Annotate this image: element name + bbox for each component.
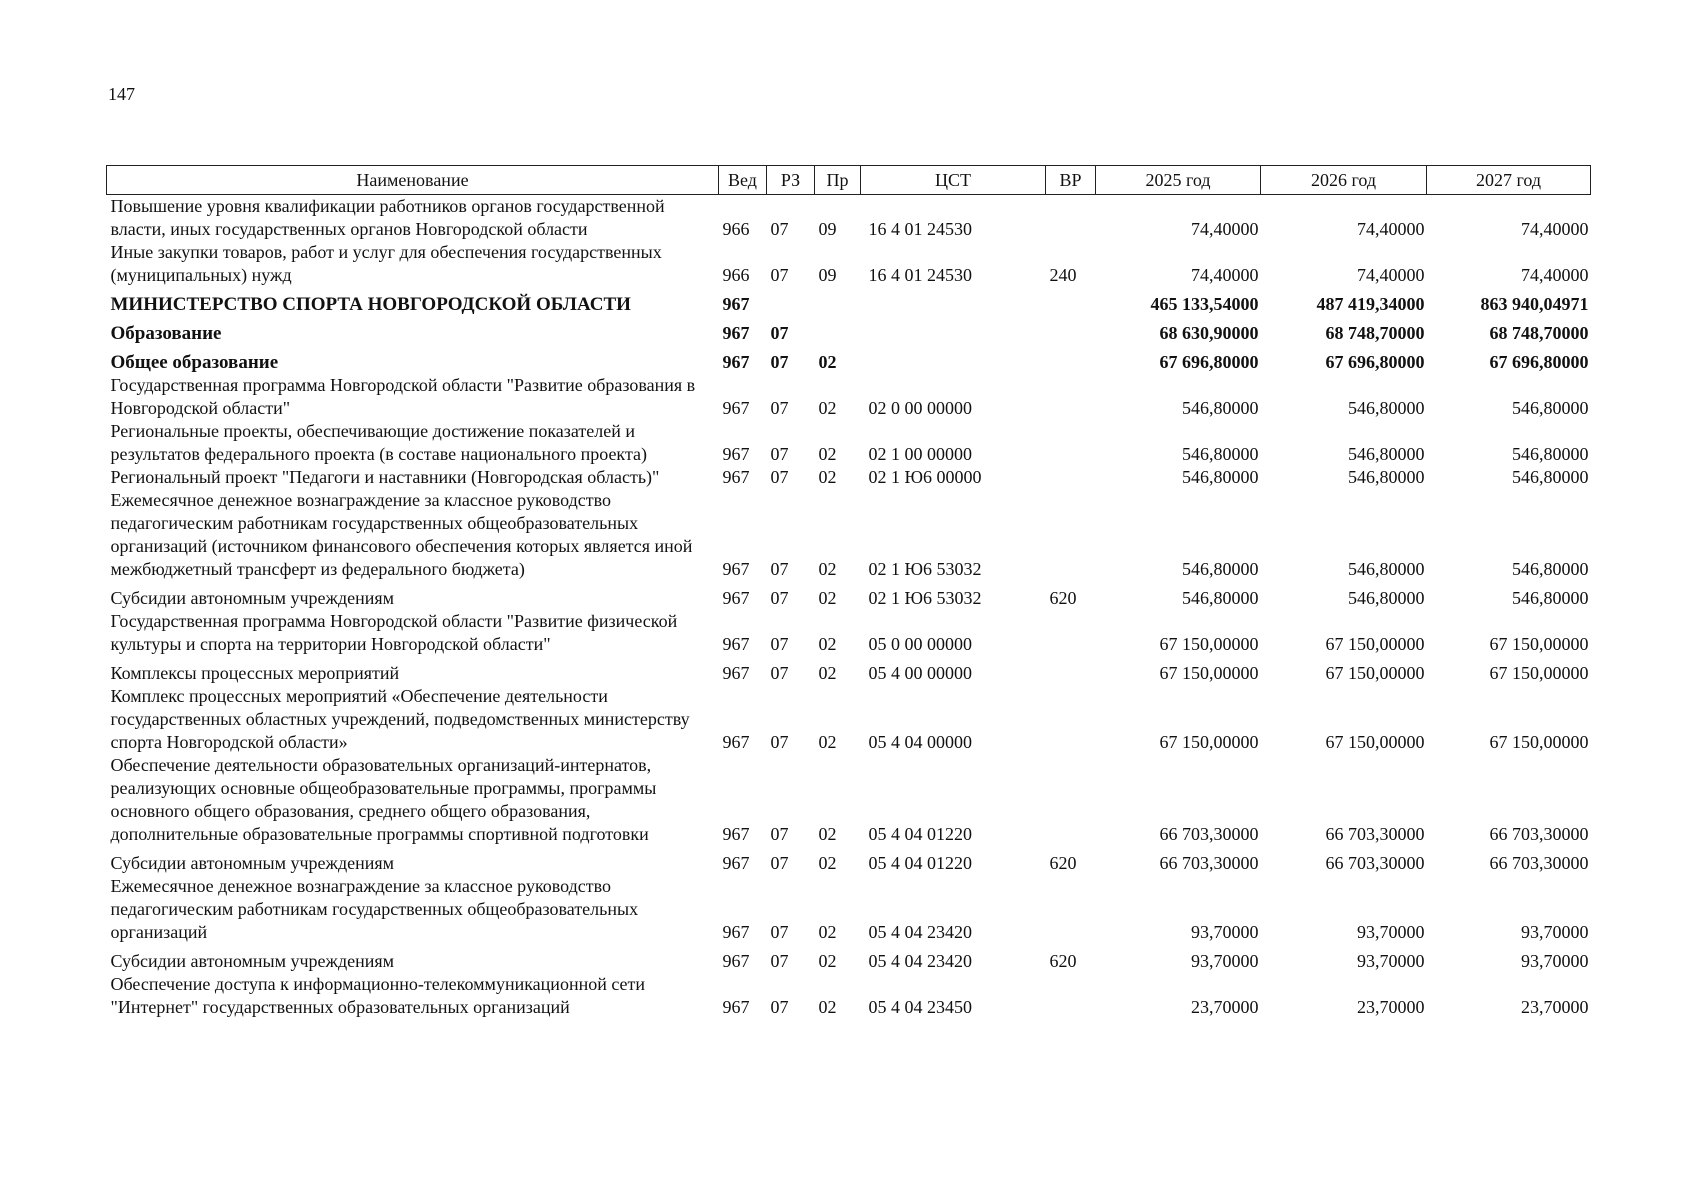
table-row [107,241,1591,287]
row-vr [1046,287,1096,316]
row-cst: 02 1 00 00000 [868,444,972,464]
row-rz: 07 [770,997,789,1017]
row-rz: 07 [770,634,789,654]
row-name: Комплексы процессных мероприятий [110,663,400,683]
row-2025: 465 133,54000 [1150,294,1259,314]
row-pr [815,316,861,345]
row-rz: 07 [770,588,789,608]
row-2025: 66 703,30000 [1159,824,1259,844]
row-2025: 67 696,80000 [1159,352,1259,372]
row-pr: 09 [818,265,837,285]
row-2027: 23,70000 [1521,997,1589,1017]
row-2026: 74,40000 [1357,219,1425,239]
row-vr [1046,420,1096,466]
row-cst: 16 4 01 24530 [868,265,972,285]
header-name: Наименование [107,166,719,195]
row-pr: 02 [818,951,837,971]
header-cst: ЦСТ [861,166,1046,195]
table-row [107,374,1591,420]
row-2025: 93,70000 [1191,922,1259,942]
row-pr [815,287,861,316]
header-2025: 2025 год [1096,166,1261,195]
row-rz: 07 [770,323,789,343]
row-rz: 07 [770,922,789,942]
row-2027: 546,80000 [1512,398,1589,418]
header-pr: Пр [815,166,861,195]
row-rz: 07 [770,559,789,579]
row-ved: 967 [722,294,750,314]
row-name: Повышение уровня квалификации работников органов государственной власти, иных государственных органов Новгородской области [110,196,665,239]
table-row [107,685,1591,754]
row-2025: 68 630,90000 [1159,323,1259,343]
row-2027: 546,80000 [1512,588,1589,608]
row-2027: 546,80000 [1512,559,1589,579]
row-2025: 546,80000 [1182,444,1259,464]
row-rz: 07 [770,219,789,239]
row-vr [1046,754,1096,846]
row-rz [767,287,815,316]
row-pr: 02 [818,997,837,1017]
row-pr: 02 [818,467,837,487]
row-name: Обеспечение деятельности образовательных организаций-интернатов, реализующих основные общеобразовательные программы, программы основного общего образования, среднего общего образования, дополнительные образовательные программы спортивной подготовки [110,755,657,844]
row-cst [861,316,1046,345]
row-name: Государственная программа Новгородской области "Развитие образования в Новгородской области" [110,375,696,418]
table-row [107,846,1591,875]
row-vr: 240 [1049,265,1077,285]
row-2025: 67 150,00000 [1159,663,1259,683]
row-ved: 967 [722,444,750,464]
row-cst: 05 4 04 23420 [868,922,972,942]
row-pr: 02 [818,732,837,752]
row-rz: 07 [770,467,789,487]
row-vr: 620 [1049,951,1077,971]
row-pr: 02 [818,588,837,608]
row-name: Субсидии автономным учреждениям [110,951,395,971]
row-pr: 02 [818,352,837,372]
row-vr [1046,374,1096,420]
header-ved: Вед [719,166,767,195]
row-2025: 546,80000 [1182,467,1259,487]
table-row [107,610,1591,656]
row-cst: 05 4 04 23450 [868,997,972,1017]
row-ved: 967 [722,559,750,579]
row-cst: 16 4 01 24530 [868,219,972,239]
table-header-row [107,166,1591,195]
row-rz: 07 [770,732,789,752]
row-2026: 67 150,00000 [1325,732,1425,752]
row-2026: 68 748,70000 [1325,323,1425,343]
row-2025: 67 150,00000 [1159,732,1259,752]
row-pr: 02 [818,824,837,844]
row-ved: 967 [722,922,750,942]
row-2025: 93,70000 [1191,951,1259,971]
row-2027: 93,70000 [1521,922,1589,942]
header-rz: РЗ [767,166,815,195]
row-2025: 74,40000 [1191,219,1259,239]
table-row [107,754,1591,846]
row-ved: 967 [722,951,750,971]
row-2027: 68 748,70000 [1489,323,1589,343]
row-2026: 67 696,80000 [1325,352,1425,372]
row-rz: 07 [770,853,789,873]
row-rz: 07 [770,444,789,464]
row-cst [861,345,1046,374]
row-ved: 967 [722,732,750,752]
row-vr [1046,466,1096,489]
row-cst: 05 4 00 00000 [868,663,972,683]
table-row [107,973,1591,1019]
table-row [107,287,1591,316]
row-rz: 07 [770,352,789,372]
row-pr: 02 [818,444,837,464]
row-2027: 67 150,00000 [1489,634,1589,654]
row-vr [1046,489,1096,581]
row-2026: 546,80000 [1348,398,1425,418]
header-2027: 2027 год [1427,166,1591,195]
row-vr [1046,316,1096,345]
row-2027: 863 940,04971 [1480,294,1589,314]
row-2026: 487 419,34000 [1316,294,1425,314]
row-2026: 67 150,00000 [1325,663,1425,683]
row-name: Государственная программа Новгородской области "Развитие физической культуры и спорта на территории Новгородской области" [110,611,678,654]
row-2026: 66 703,30000 [1325,824,1425,844]
row-vr [1046,195,1096,242]
row-2026: 66 703,30000 [1325,853,1425,873]
row-vr: 620 [1049,588,1077,608]
row-name: Комплекс процессных мероприятий «Обеспечение деятельности государственных областных учреждений, подведомственных министерству спорта Новгородской области» [110,686,690,752]
table-row [107,345,1591,374]
row-2027: 67 696,80000 [1489,352,1589,372]
row-vr [1046,875,1096,944]
row-2027: 67 150,00000 [1489,732,1589,752]
row-ved: 967 [722,467,750,487]
table-row [107,875,1591,944]
table-row [107,195,1591,242]
row-cst: 05 4 04 01220 [868,824,972,844]
row-2026: 93,70000 [1357,951,1425,971]
row-cst: 05 4 04 01220 [868,853,972,873]
row-vr [1046,345,1096,374]
row-vr [1046,656,1096,685]
row-pr: 09 [818,219,837,239]
row-rz: 07 [770,663,789,683]
row-name: Ежемесячное денежное вознаграждение за классное руководство педагогическим работникам государственных общеобразовательных организаций [110,876,639,942]
row-pr: 02 [818,853,837,873]
row-2027: 74,40000 [1521,265,1589,285]
row-2026: 546,80000 [1348,467,1425,487]
row-2026: 546,80000 [1348,559,1425,579]
row-vr [1046,685,1096,754]
row-2025: 74,40000 [1191,265,1259,285]
row-cst: 02 1 Ю6 53032 [868,559,982,579]
row-rz: 07 [770,824,789,844]
table-row [107,581,1591,610]
row-cst: 02 0 00 00000 [868,398,972,418]
table-row [107,656,1591,685]
row-name: Региональный проект "Педагоги и наставники (Новгородская область)" [110,467,660,487]
row-2025: 546,80000 [1182,559,1259,579]
row-vr [1046,973,1096,1019]
row-2025: 23,70000 [1191,997,1259,1017]
row-cst: 05 4 04 00000 [868,732,972,752]
row-name: Субсидии автономным учреждениям [110,853,395,873]
row-name: Иные закупки товаров, работ и услуг для обеспечения государственных (муниципальных) нужд [110,242,662,285]
table-row [107,420,1591,466]
row-pr: 02 [818,398,837,418]
row-2027: 66 703,30000 [1489,853,1589,873]
row-2026: 67 150,00000 [1325,634,1425,654]
row-rz: 07 [770,398,789,418]
row-cst: 05 4 04 23420 [868,951,972,971]
row-2027: 74,40000 [1521,219,1589,239]
row-name: Региональные проекты, обеспечивающие достижение показателей и результатов федерального проекта (в составе национального проекта) [110,421,648,464]
row-ved: 967 [722,663,750,683]
row-ved: 967 [722,853,750,873]
row-pr: 02 [818,663,837,683]
row-2027: 93,70000 [1521,951,1589,971]
row-ved: 967 [722,352,750,372]
row-2026: 23,70000 [1357,997,1425,1017]
row-vr [1046,610,1096,656]
row-rz: 07 [770,265,789,285]
row-ved: 967 [722,824,750,844]
row-2027: 66 703,30000 [1489,824,1589,844]
row-2026: 74,40000 [1357,265,1425,285]
row-ved: 967 [722,323,750,343]
row-2025: 546,80000 [1182,398,1259,418]
header-vr: ВР [1046,166,1096,195]
header-2026: 2026 год [1261,166,1427,195]
row-pr: 02 [818,634,837,654]
row-2025: 546,80000 [1182,588,1259,608]
row-name: Субсидии автономным учреждениям [110,588,395,608]
row-ved: 967 [722,588,750,608]
row-name: МИНИСТЕРСТВО СПОРТА НОВГОРОДСКОЙ ОБЛАСТИ [110,294,631,315]
row-name: Обеспечение доступа к информационно-телекоммуникационной сети "Интернет" государственных образовательных организаций [110,974,646,1017]
budget-table [106,165,1591,1019]
row-ved: 967 [722,398,750,418]
row-pr: 02 [818,922,837,942]
row-rz: 07 [770,951,789,971]
row-ved: 967 [722,634,750,654]
table-row [107,944,1591,973]
row-2026: 546,80000 [1348,444,1425,464]
row-cst: 02 1 Ю6 00000 [868,467,982,487]
row-cst: 02 1 Ю6 53032 [868,588,982,608]
table-row [107,466,1591,489]
row-cst: 05 0 00 00000 [868,634,972,654]
table-row [107,316,1591,345]
row-name: Образование [110,323,222,344]
row-name: Ежемесячное денежное вознаграждение за классное руководство педагогическим работникам государственных общеобразовательных организаций (источником финансового обеспечения которых является иной межбюджетный трансферт из федерального бюджета) [110,490,693,579]
row-2026: 546,80000 [1348,588,1425,608]
page-number: 147 [108,84,135,104]
row-2027: 67 150,00000 [1489,663,1589,683]
row-cst [861,287,1046,316]
row-2026: 93,70000 [1357,922,1425,942]
row-2027: 546,80000 [1512,467,1589,487]
row-2027: 546,80000 [1512,444,1589,464]
row-pr: 02 [818,559,837,579]
row-ved: 966 [722,219,750,239]
row-2025: 66 703,30000 [1159,853,1259,873]
row-vr: 620 [1049,853,1077,873]
row-ved: 966 [722,265,750,285]
row-name: Общее образование [110,352,279,373]
table-row [107,489,1591,581]
row-2025: 67 150,00000 [1159,634,1259,654]
row-ved: 967 [722,997,750,1017]
